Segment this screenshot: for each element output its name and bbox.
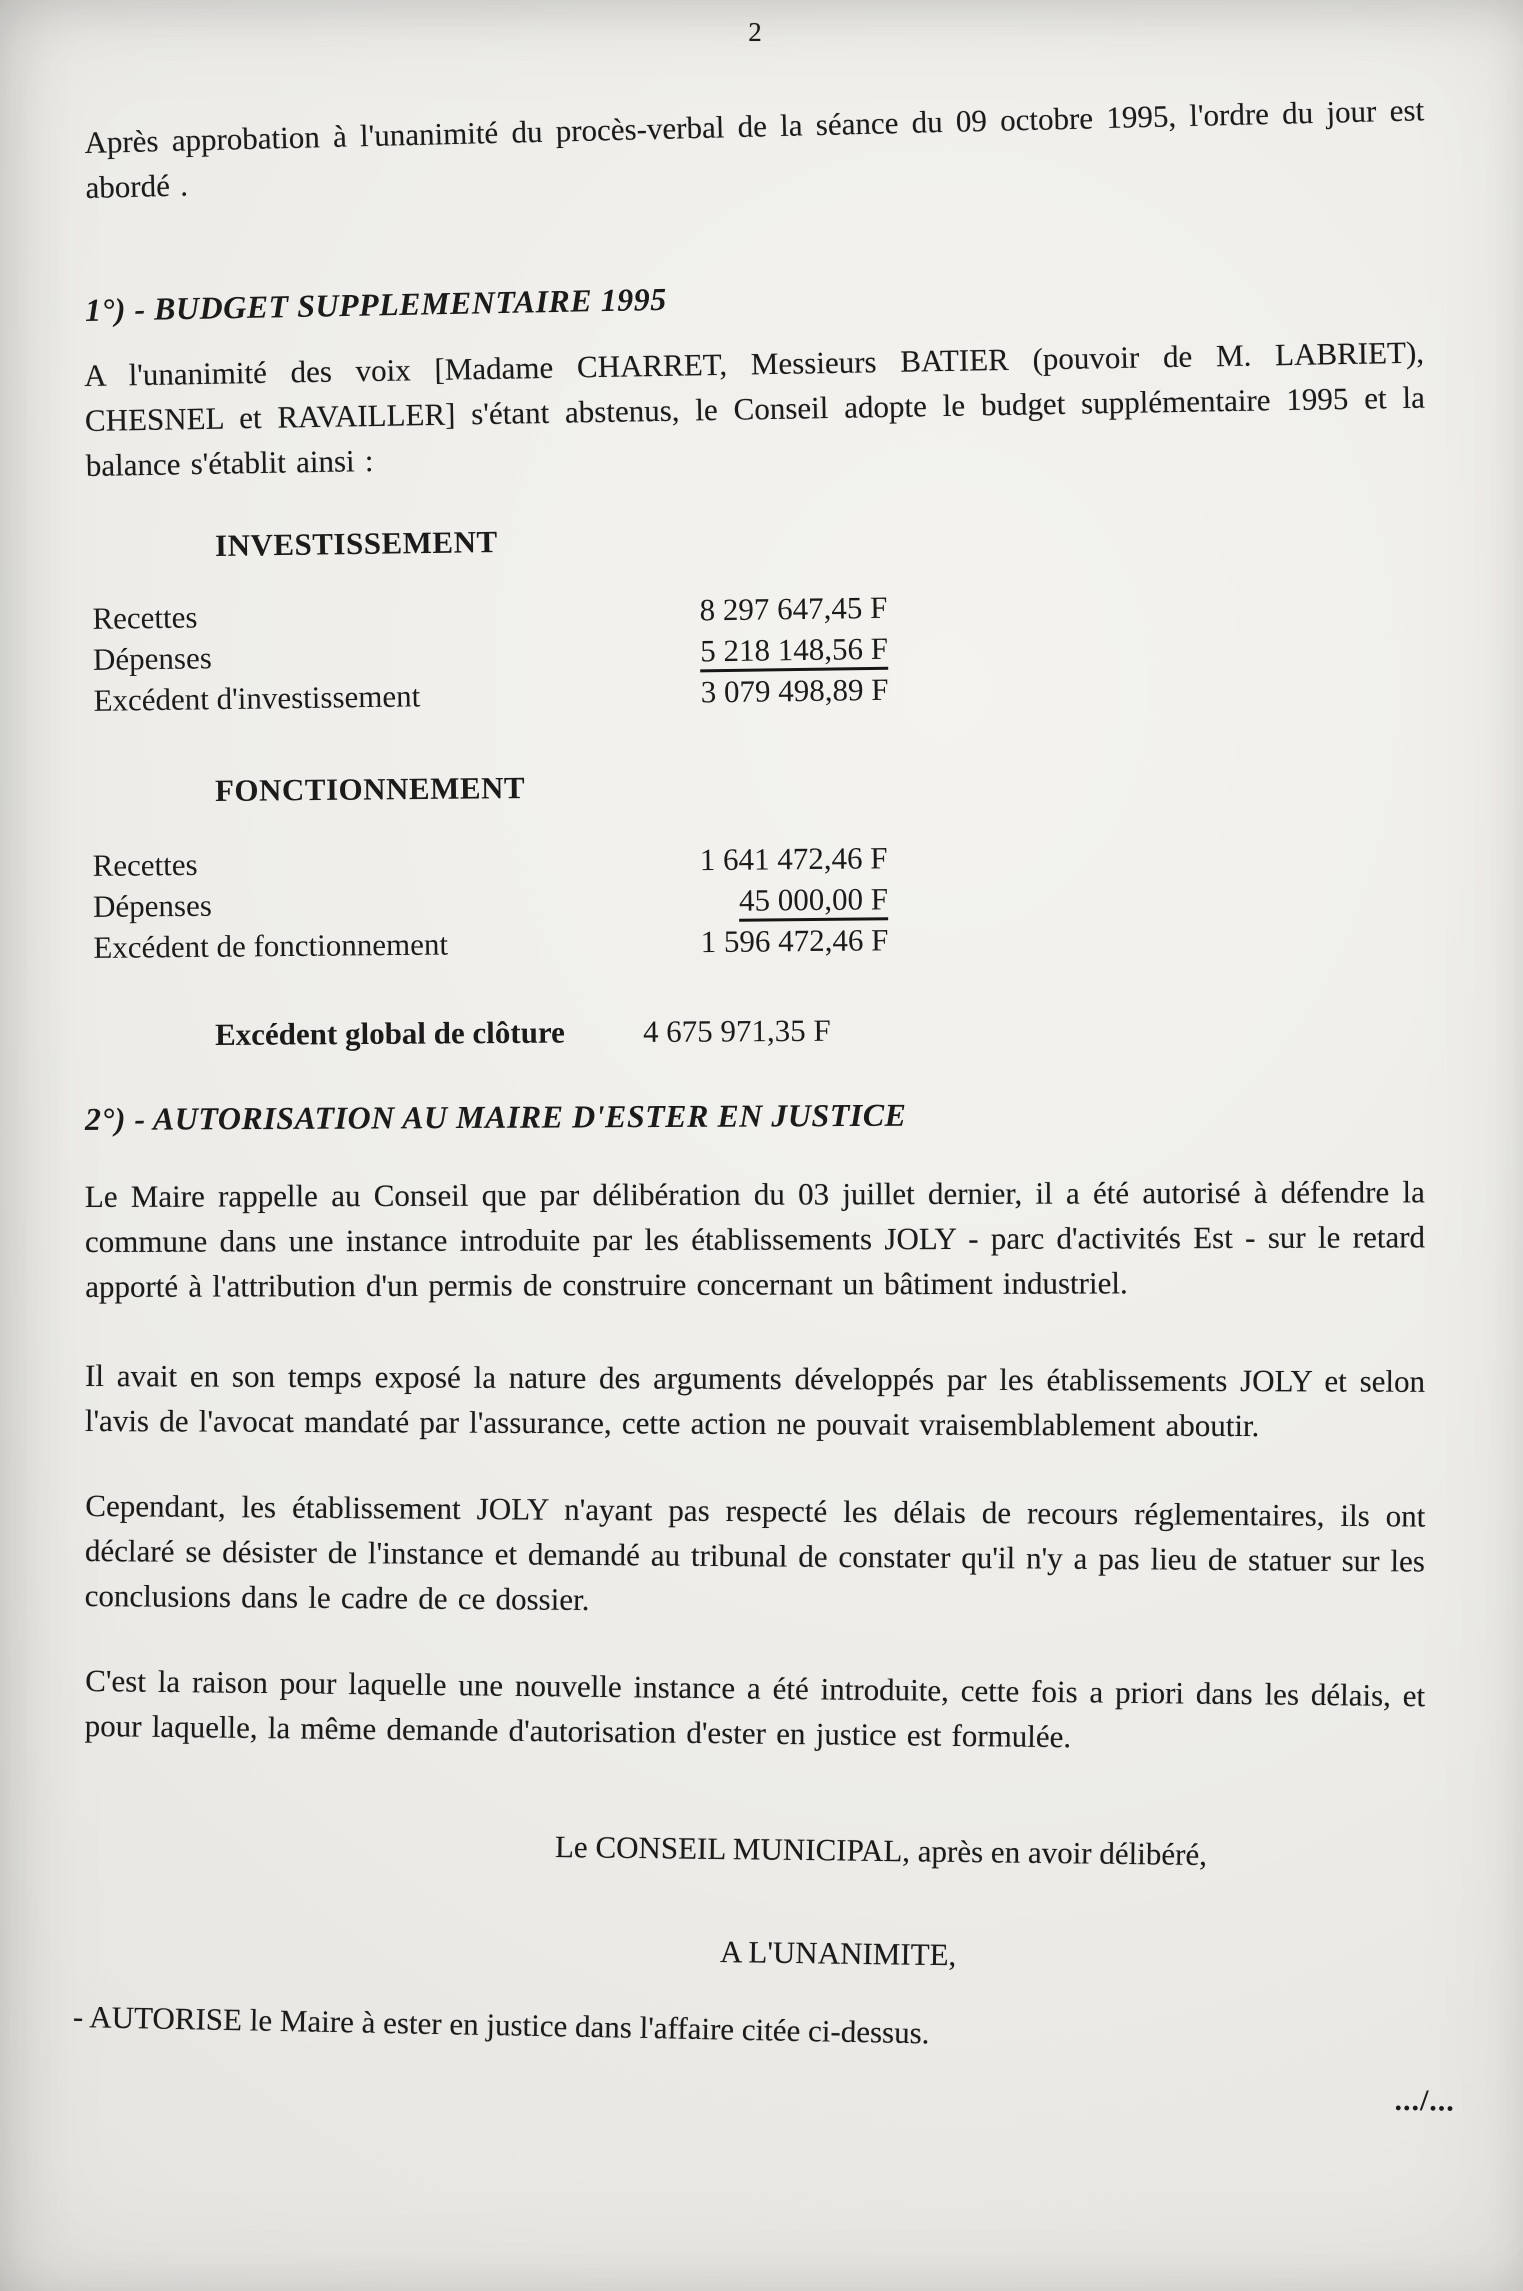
row-label: Excédent de fonctionnement	[93, 926, 449, 965]
justice-paragraph-4: C'est la raison pour laquelle une nouvelle instance a été introduite, cette fois a priori dans les délais, et pour laquelle, la même demande d'autorisation d'ester en justice est formulée.	[84, 1663, 1426, 1755]
row-label: Dépenses	[92, 640, 213, 677]
amount: 5 218 148,56 F	[700, 631, 888, 673]
budget-heading: 1°) - BUDGET SUPPLEMENTAIRE 1995	[84, 280, 667, 328]
row-value	[652, 837, 887, 880]
justice-paragraph-3: Cependant, les établissement JOLY n'ayant pas respecté les délais de recours réglementaires, ils ont déclaré se désister de l'instance et demandé au tribunal de constater qu'il n'y a pas lieu de statuer sur les conclusions dans le cadre de ce dossier.	[84, 1488, 1426, 1617]
row-label: Dépenses	[92, 887, 212, 924]
justice-paragraph-1: Le Maire rappelle au Conseil que par délibération du 03 juillet dernier, il a été autorisé à défendre la commune dans une instance introduite par les établissements JOLY - parc d'activités Est - sur le retard apporté à l'attribution d'un permis de construire concernant un bâtiment industriel.	[84, 1174, 1426, 1304]
unanimity-line: A L'UNANIMITE,	[719, 1934, 957, 1973]
row-value	[653, 919, 888, 962]
row-value	[653, 628, 889, 672]
amount: 45 000,00 F	[739, 881, 888, 921]
row-label: Excédent d'investissement	[93, 678, 421, 718]
page-content	[72, 0, 1456, 2118]
row-label: Recettes	[92, 599, 198, 636]
closing-total-label: Excédent global de clôture	[214, 1014, 565, 1052]
fonctionnement-table	[84, 832, 1425, 968]
amount: 1 596 472,46 F	[700, 922, 889, 960]
row-value	[653, 878, 888, 921]
intro-paragraph: Après approbation à l'unanimité du procès-verbal de la séance du 09 octobre 1995, l'ordre du jour est abordé .	[84, 92, 1425, 205]
amount: 8 297 647,45 F	[699, 589, 888, 628]
justice-heading: 2°) - AUTORISATION AU MAIRE D'ESTER EN JUSTICE	[84, 1096, 907, 1137]
budget-intro-paragraph: A l'unanimité des voix [Madame CHARRET, Messieurs BATIER (pouvoir de M. LABRIET), CHESNEL et RAVAILLER] s'étant abstenus, le Conseil adopte le budget supplémentaire 1995 et la balance s'établit ainsi :	[83, 334, 1426, 483]
row-value	[653, 669, 889, 713]
decision-line: - AUTORISE le Maire à ester en justice dans l'affaire citée ci-dessus.	[72, 1999, 930, 2051]
closing-total-value: 4 675 971,35 F	[642, 1012, 831, 1050]
closing-total-row	[215, 1004, 1425, 1057]
row-value	[652, 587, 888, 631]
row-label: Recettes	[92, 846, 198, 883]
council-deliberation-line: Le CONSEIL MUNICIPAL, après en avoir délibéré,	[554, 1829, 1208, 1872]
fonctionnement-title: FONCTIONNEMENT	[214, 770, 526, 808]
amount: 3 079 498,89 F	[700, 671, 889, 710]
continuation-mark: .../...	[1394, 2083, 1456, 2118]
amount: 1 641 472,46 F	[699, 840, 888, 878]
investissement-table	[84, 579, 1426, 721]
page-number: 2	[748, 17, 762, 47]
investissement-title: INVESTISSEMENT	[214, 524, 498, 563]
justice-paragraph-2: Il avait en son temps exposé la nature des arguments développés par les établissements JOLY et selon l'avis de l'avocat mandaté par l'assurance, cette action ne pouvait vraisemblablement aboutir.	[84, 1358, 1426, 1444]
